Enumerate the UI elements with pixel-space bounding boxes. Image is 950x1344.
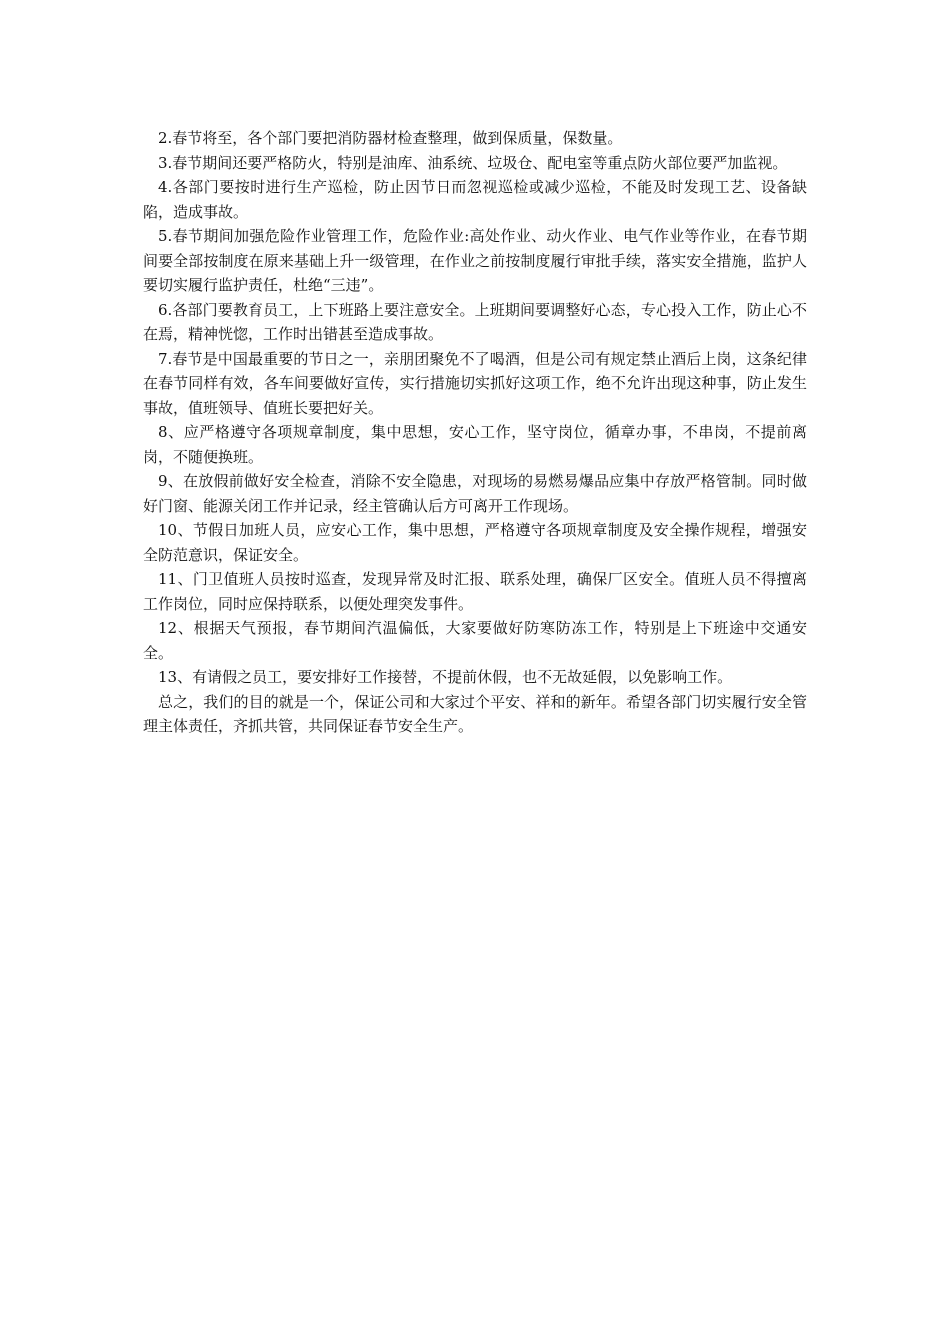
paragraph-item-6: 6.各部门要教育员工，上下班路上要注意安全。上班期间要调整好心态，专心投入工作，防止心不在焉，精神恍惚，工作时出错甚至造成事故。 [143, 300, 807, 343]
paragraph-item-11: 11、门卫值班人员按时巡查，发现异常及时汇报、联系处理，确保厂区安全。值班人员不得擅离工作岗位，同时应保持联系，以便处理突发事件。 [143, 570, 807, 613]
paragraph-item-12: 12、根据天气预报，春节期间汽温偏低，大家要做好防寒防冻工作，特别是上下班途中交通安全。 [143, 619, 807, 662]
paragraph-item-9: 9、在放假前做好安全检查，消除不安全隐患，对现场的易燃易爆品应集中存放严格管制。同时做好门窗、能源关闭工作并记录，经主管确认后方可离开工作现场。 [143, 472, 807, 515]
paragraph-item-10: 10、节假日加班人员，应安心工作，集中思想，严格遵守各项规章制度及安全操作规程，增强安全防范意识，保证安全。 [143, 521, 807, 564]
paragraph-item-8: 8、应严格遵守各项规章制度，集中思想，安心工作，坚守岗位，循章办事，不串岗，不提前离岗，不随便换班。 [143, 423, 807, 466]
paragraph-item-13: 13、有请假之员工，要安排好工作接替，不提前休假，也不无故延假，以免影响工作。 [158, 668, 733, 686]
paragraph-item-4: 4.各部门要按时进行生产巡检，防止因节日而忽视巡检或减少巡检，不能及时发现工艺、设备缺陷，造成事故。 [143, 178, 807, 221]
paragraph-item-5: 5.春节期间加强危险作业管理工作，危险作业:高处作业、动火作业、电气作业等作业，在春节期间要全部按制度在原来基础上升一级管理，在作业之前按制度履行审批手续，落实安全措施，监护人要切实履行监护责任，杜绝“三违”。 [143, 227, 807, 294]
paragraph-item-2: 2.春节将至，各个部门要把消防器材检查整理，做到保质量，保数量。 [158, 129, 623, 147]
paragraph-summary: 总之，我们的目的就是一个，保证公司和大家过个平安、祥和的新年。希望各部门切实履行安全管理主体责任，齐抓共管，共同保证春节安全生产。 [143, 692, 807, 735]
document-body [143, 126, 807, 739]
paragraph-item-3: 3.春节期间还要严格防火，特别是油库、油系统、垃圾仓、配电室等重点防火部位要严加监视。 [158, 153, 788, 172]
paragraph-item-7: 7.春节是中国最重要的节日之一，亲朋团聚免不了喝酒，但是公司有规定禁止酒后上岗，这条纪律在春节同样有效，各车间要做好宣传，实行措施切实抓好这项工作，绝不允许出现这种事，防止发生事故，值班领导、值班长要把好关。 [143, 349, 807, 417]
